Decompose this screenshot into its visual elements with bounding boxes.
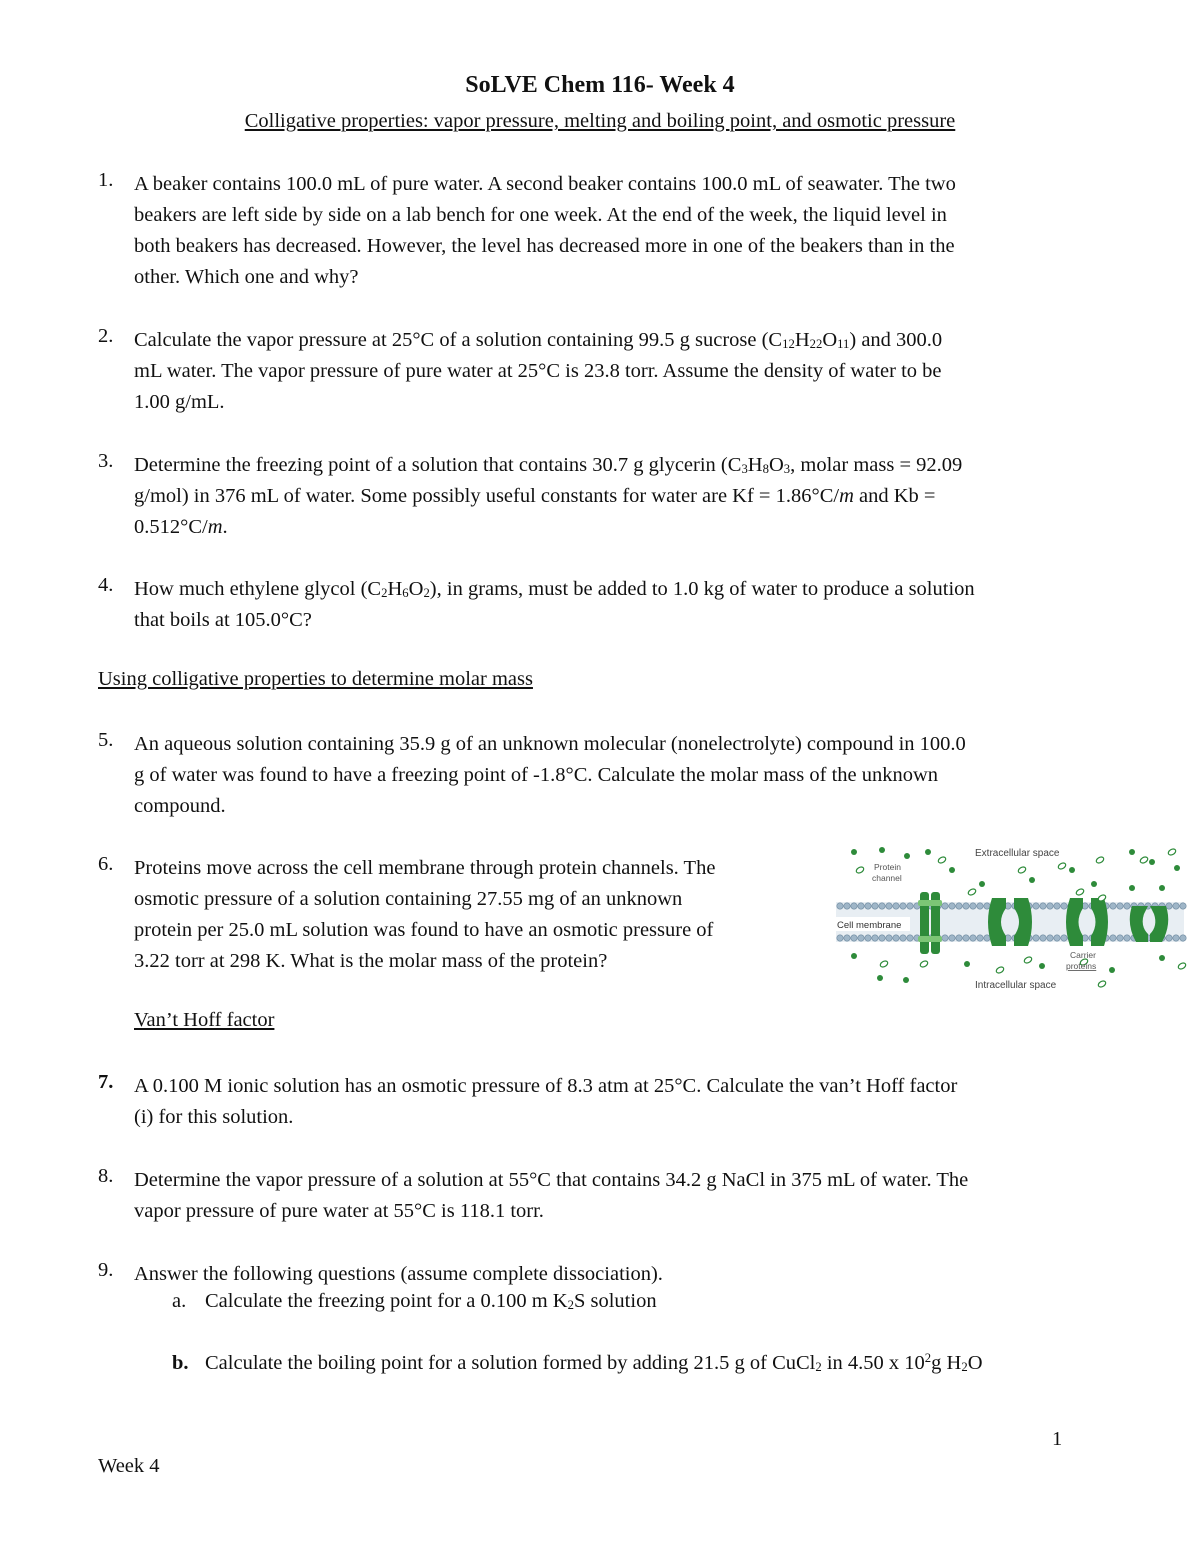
phospholipid-head xyxy=(837,903,843,909)
sub-label: b. xyxy=(172,1352,189,1374)
phospholipid-head xyxy=(886,903,892,909)
footer-label: Week 4 xyxy=(98,1455,160,1477)
section-heading-molar-mass: Using colligative properties to determine molar mass xyxy=(98,668,533,690)
solute-oval xyxy=(1097,980,1107,989)
phospholipid-head xyxy=(858,903,864,909)
phospholipid-head xyxy=(893,903,899,909)
phospholipid-head xyxy=(1180,903,1186,909)
page-number: 1 xyxy=(1052,1428,1063,1450)
phospholipid-head xyxy=(1173,903,1179,909)
text-line: How much ethylene glycol $(C_2H_6O_2)$, in grams, must be added to 1.0 kg of water to produce a solution xyxy=(134,578,975,600)
phospholipid-head xyxy=(844,903,850,909)
solute-oval xyxy=(1097,894,1107,903)
question-text xyxy=(134,729,966,822)
sub-text: Calculate the freezing point for a 0.100 m $K_2S$ solution xyxy=(205,1290,657,1312)
solute-dot xyxy=(1091,881,1097,887)
solute-dot xyxy=(903,977,909,983)
phospholipid-head xyxy=(1117,935,1123,941)
phospholipid-head xyxy=(872,903,878,909)
text-line: 1.00 g/mL. xyxy=(134,391,225,413)
phospholipid-head xyxy=(984,935,990,941)
question-text xyxy=(134,853,715,977)
solute-oval xyxy=(1023,956,1033,965)
phospholipid-head xyxy=(1166,935,1172,941)
phospholipid-head xyxy=(1054,903,1060,909)
solute-dot xyxy=(949,867,955,873)
text-line: 0.512°C/m. xyxy=(134,516,228,538)
phospholipid-head xyxy=(963,935,969,941)
phospholipid-head xyxy=(1117,903,1123,909)
solute-dot xyxy=(904,853,910,859)
question-number: 2. xyxy=(98,325,114,347)
question-text xyxy=(134,574,975,636)
question-number: 8. xyxy=(98,1165,114,1187)
text-line: (i) for this solution. xyxy=(134,1106,294,1128)
phospholipid-head xyxy=(900,903,906,909)
phospholipid-head xyxy=(1061,903,1067,909)
protein-channel-label-2: channel xyxy=(872,873,902,883)
question-number: 6. xyxy=(98,853,114,875)
solute-dot xyxy=(1159,885,1165,891)
question-text xyxy=(134,1071,957,1133)
solute-dot xyxy=(1129,849,1135,855)
phospholipid-head xyxy=(1040,903,1046,909)
text-line: Determine the freezing point of a solution that contains 30.7 g glycerin ($C_3H_8O_3$, molar mass = 92.09 xyxy=(134,454,963,476)
phospholipid-head xyxy=(942,935,948,941)
text-line: beakers are left side by side on a lab bench for one week. At the end of the week, the liquid level in xyxy=(134,204,947,226)
solute-oval xyxy=(1017,866,1027,875)
solute-dot xyxy=(925,849,931,855)
text-line: g of water was found to have a freezing point of -1.8°C. Calculate the molar mass of the unknown xyxy=(134,764,939,786)
solute-dot xyxy=(964,961,970,967)
text-line: Proteins move across the cell membrane through protein channels. The xyxy=(134,857,716,879)
solute-dot xyxy=(851,849,857,855)
solute-oval xyxy=(1139,856,1149,865)
carrier-label-1: Carrier xyxy=(1070,950,1096,960)
phospholipid-head xyxy=(970,935,976,941)
phospholipid-head xyxy=(1047,903,1053,909)
question-number: 3. xyxy=(98,450,114,472)
text-line: mL water. The vapor pressure of pure water at 25°C is 23.8 torr. Assume the density of water to be xyxy=(134,360,942,382)
phospholipid-head xyxy=(900,935,906,941)
question-text xyxy=(134,325,942,418)
solute-dot xyxy=(877,975,883,981)
solute-oval xyxy=(1095,856,1105,865)
phospholipid-head xyxy=(956,903,962,909)
phospholipid-head xyxy=(858,935,864,941)
solute-dot xyxy=(1109,967,1115,973)
phospholipid-head xyxy=(1040,935,1046,941)
extracellular-label: Extracellular space xyxy=(975,848,1060,859)
phospholipid-head xyxy=(963,903,969,909)
question-number: 9. xyxy=(98,1259,114,1281)
phospholipid-head xyxy=(844,935,850,941)
phospholipid-head xyxy=(956,935,962,941)
solute-oval xyxy=(967,888,977,897)
text-line: Calculate the vapor pressure at 25°C of a solution containing 99.5 g sucrose $(C_{12}H_{22}O_{11})$ and 300.0 xyxy=(134,329,943,351)
phospholipid-head xyxy=(1124,903,1130,909)
question-number: 1. xyxy=(98,169,114,191)
text-line: An aqueous solution containing 35.9 g of an unknown molecular (nonelectrolyte) compound in 100.0 xyxy=(134,733,966,755)
phospholipid-head xyxy=(1061,935,1067,941)
phospholipid-head xyxy=(1033,903,1039,909)
phospholipid-head xyxy=(1180,935,1186,941)
text-line: protein per 25.0 mL solution was found to have an osmotic pressure of xyxy=(134,919,714,941)
text-line: 3.22 torr at 298 K. What is the molar mass of the protein? xyxy=(134,950,608,972)
solute-dot xyxy=(851,953,857,959)
phospholipid-head xyxy=(977,903,983,909)
phospholipid-head xyxy=(886,935,892,941)
phospholipid-head xyxy=(865,903,871,909)
phospholipid-head xyxy=(1124,935,1130,941)
solute-dot xyxy=(1069,867,1075,873)
text-line: Determine the vapor pressure of a solution at 55°C that contains 34.2 g NaCl in 375 mL of water. The xyxy=(134,1169,969,1191)
text-line: A 0.100 M ionic solution has an osmotic pressure of 8.3 atm at 25°C. Calculate the van’t Hoff factor xyxy=(134,1075,958,1097)
phospholipid-head xyxy=(865,935,871,941)
phospholipid-head xyxy=(879,903,885,909)
cell-membrane-figure xyxy=(832,840,1188,996)
phospholipid-head xyxy=(893,935,899,941)
phospholipid-head xyxy=(1110,935,1116,941)
intracellular-label: Intracellular space xyxy=(975,980,1057,991)
phospholipid-head xyxy=(1047,935,1053,941)
solute-dot xyxy=(1129,885,1135,891)
question-text xyxy=(134,169,956,293)
question-number: 7. xyxy=(98,1071,114,1093)
solute-dot xyxy=(1149,859,1155,865)
question-number: 5. xyxy=(98,729,114,751)
phospholipid-head xyxy=(977,935,983,941)
phospholipid-head xyxy=(1054,935,1060,941)
phospholipid-head xyxy=(872,935,878,941)
text-line: that boils at 105.0°C? xyxy=(134,609,312,631)
phospholipid-head xyxy=(851,903,857,909)
solute-dot xyxy=(1159,955,1165,961)
section-heading-vant-hoff: Van’t Hoff factor xyxy=(134,1009,275,1031)
solute-oval xyxy=(937,856,947,865)
carrier-label-2: proteins xyxy=(1066,961,1097,971)
solute-oval xyxy=(1167,848,1177,857)
text-line: Answer the following questions (assume complete dissociation). xyxy=(134,1263,663,1285)
phospholipid-head xyxy=(837,935,843,941)
text-line: vapor pressure of pure water at 55°C is 118.1 torr. xyxy=(134,1200,544,1222)
text-line: other. Which one and why? xyxy=(134,266,359,288)
sub-text: Calculate the boiling point for a solution formed by adding 21.5 g of CuCl$_2$ in 4.50 x $10^2g$ $H_2O$ xyxy=(205,1351,983,1374)
solute-dot xyxy=(1029,877,1035,883)
solute-oval xyxy=(995,966,1005,975)
page-subtitle: Colligative properties: vapor pressure, melting and boiling point, and osmotic pressure xyxy=(244,110,956,132)
phospholipid-head xyxy=(949,935,955,941)
page-title: SoLVE Chem 116- Week 4 xyxy=(465,72,735,98)
solute-oval xyxy=(919,960,929,969)
phospholipid-head xyxy=(851,935,857,941)
sub-label: a. xyxy=(172,1290,187,1312)
phospholipid-head xyxy=(1033,935,1039,941)
phospholipid-head xyxy=(1166,903,1172,909)
solute-oval xyxy=(1177,962,1187,971)
solute-dot xyxy=(1039,963,1045,969)
cell-membrane-label: Cell membrane xyxy=(837,920,902,931)
solute-dot xyxy=(979,881,985,887)
solute-dot xyxy=(879,847,885,853)
text-line: A beaker contains 100.0 mL of pure water. A second beaker contains 100.0 mL of seawater. The two xyxy=(134,173,956,195)
text-line: g/mol) in 376 mL of water. Some possibly useful constants for water are Kf = 1.86°C/m and Kb = xyxy=(134,485,936,507)
phospholipid-head xyxy=(984,903,990,909)
solute-oval xyxy=(1075,888,1085,897)
question-text xyxy=(134,450,962,543)
solute-oval xyxy=(1057,862,1067,871)
question-text xyxy=(134,1165,968,1227)
solute-dot xyxy=(1174,865,1180,871)
question-number: 4. xyxy=(98,574,114,596)
phospholipid-head xyxy=(949,903,955,909)
text-line: osmotic pressure of a solution containing 27.55 mg of an unknown xyxy=(134,888,683,910)
phospholipid-head xyxy=(1110,903,1116,909)
phospholipid-head xyxy=(907,935,913,941)
phospholipid-head xyxy=(907,903,913,909)
solute-oval xyxy=(879,960,889,969)
text-line: both beakers has decreased. However, the level has decreased more in one of the beakers than in the xyxy=(134,235,955,257)
question-text xyxy=(134,1259,663,1290)
phospholipid-head xyxy=(879,935,885,941)
protein-channel-label-1: Protein xyxy=(874,862,901,872)
solute-oval xyxy=(855,866,865,875)
text-line: compound. xyxy=(134,795,226,817)
phospholipid-head xyxy=(1173,935,1179,941)
phospholipid-head xyxy=(942,903,948,909)
phospholipid-head xyxy=(970,903,976,909)
